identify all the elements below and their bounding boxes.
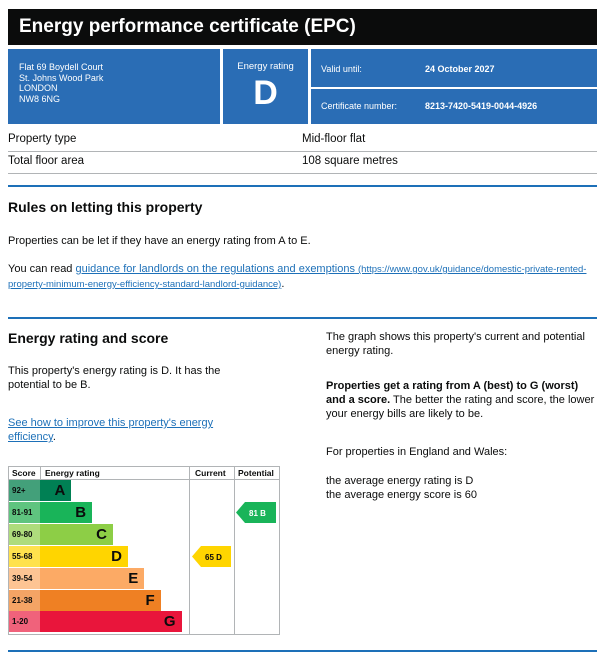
guidance-link-text: guidance for landlords on the regulations and exemptions (75, 263, 355, 275)
page-header (8, 9, 597, 45)
band-score-e: 39-54 (9, 568, 40, 589)
rating-text: This property's energy rating is D. It has the potential to be B. (8, 365, 221, 391)
energy-rating-box (223, 49, 308, 124)
floor-area-value: 108 square metres (302, 155, 398, 167)
letting-text: Properties can be let if they have an energy rating from A to E. (8, 235, 311, 247)
band-bar-g (40, 611, 182, 632)
band-letter-f: F (145, 591, 155, 609)
improve-link-para (8, 416, 248, 444)
energy-rating-chart (8, 466, 280, 635)
valid-until-box (311, 49, 597, 87)
rating-explanation-rest: The better the rating and score, the lower your energy bills are likely to be. (326, 394, 595, 420)
band-bar-f (40, 590, 161, 611)
improve-link-suffix: . (52, 431, 56, 443)
page-title: Energy performance certificate (EPC) (19, 16, 356, 37)
rating-heading: Energy rating and score (8, 330, 169, 346)
band-letter-g: G (163, 613, 176, 631)
band-score-f: 21-38 (9, 590, 40, 611)
band-letter-a: A (54, 482, 66, 499)
band-bar-b (40, 502, 92, 523)
certificate-number-label: Certificate number: (321, 101, 398, 111)
property-type-value: Mid-floor flat (302, 133, 366, 145)
band-letter-c: C (96, 525, 107, 543)
current-rating-arrow (192, 546, 231, 567)
current-header: Current (195, 468, 226, 478)
band-bar-d (40, 546, 128, 567)
band-letter-d: D (111, 547, 122, 565)
address-line-4: NW8 6NG (19, 93, 61, 104)
section-divider (8, 317, 597, 319)
valid-until-value: 24 October 2027 (425, 64, 495, 74)
guidance-url: (https://www.gov.uk/guidance/domestic-private-rented-property-minimum-energy-efficiency-standard-landlord-guidance) (8, 264, 587, 290)
section-divider (8, 185, 597, 187)
property-type-row (8, 130, 597, 152)
rating-explanation (326, 379, 596, 421)
guidance-suffix: . (281, 278, 285, 290)
score-header: Score (12, 468, 36, 478)
address-line-1: Flat 69 Boydell Court (19, 62, 104, 72)
band-score-g: 1-20 (9, 611, 40, 632)
certificate-number-value: 8213-7420-5419-0044-4926 (425, 101, 538, 111)
section-divider (8, 650, 597, 652)
chart-divider (40, 467, 41, 479)
band-letter-b: B (75, 503, 87, 521)
potential-header: Potential (238, 468, 274, 478)
average-rating: the average energy rating is D (326, 475, 474, 487)
rating-explanation-bold: Properties get a rating from A (best) to G (worst) and a score. (326, 380, 579, 406)
band-score-c: 69-80 (9, 524, 40, 545)
band-bar-a (40, 480, 71, 501)
letting-guidance-text (8, 262, 588, 292)
band-score-a: 92+ (9, 480, 40, 501)
band-bar-e (40, 568, 144, 589)
graph-explanation: The graph shows this property's current and potential energy rating. (326, 331, 585, 357)
band-letter-e: E (128, 569, 139, 587)
band-score-b: 81-91 (9, 502, 40, 523)
averages (326, 474, 594, 502)
address (19, 62, 103, 104)
average-score: the average energy score is 60 (326, 489, 478, 501)
band-score-d: 55-68 (9, 546, 40, 567)
chart-divider (234, 467, 235, 634)
energy-rating-label: Energy rating (237, 61, 294, 72)
letting-heading: Rules on letting this property (8, 199, 203, 215)
chart-divider (189, 467, 190, 634)
band-bar-c (40, 524, 113, 545)
guidance-prefix: You can read (8, 263, 76, 275)
certificate-number-box (311, 89, 597, 124)
energy-rating-value: D (253, 74, 278, 112)
potential-rating-arrow (236, 502, 276, 523)
valid-until-label: Valid until: (321, 64, 362, 74)
floor-area-row (8, 152, 597, 174)
address-line-3: LONDON (19, 83, 58, 93)
address-box (8, 49, 220, 124)
england-wales-label: For properties in England and Wales: (326, 446, 508, 458)
guidance-link[interactable] (8, 263, 586, 290)
improve-link[interactable]: See how to improve this property's energy efficiency (8, 417, 214, 443)
floor-area-label: Total floor area (8, 155, 85, 167)
property-type-label: Property type (8, 133, 77, 145)
rating-header: Energy rating (45, 468, 100, 478)
address-line-2: St. Johns Wood Park (19, 72, 104, 83)
potential-rating-arrow-label: 81 B (249, 508, 266, 518)
current-rating-arrow-label: 65 D (205, 552, 222, 562)
